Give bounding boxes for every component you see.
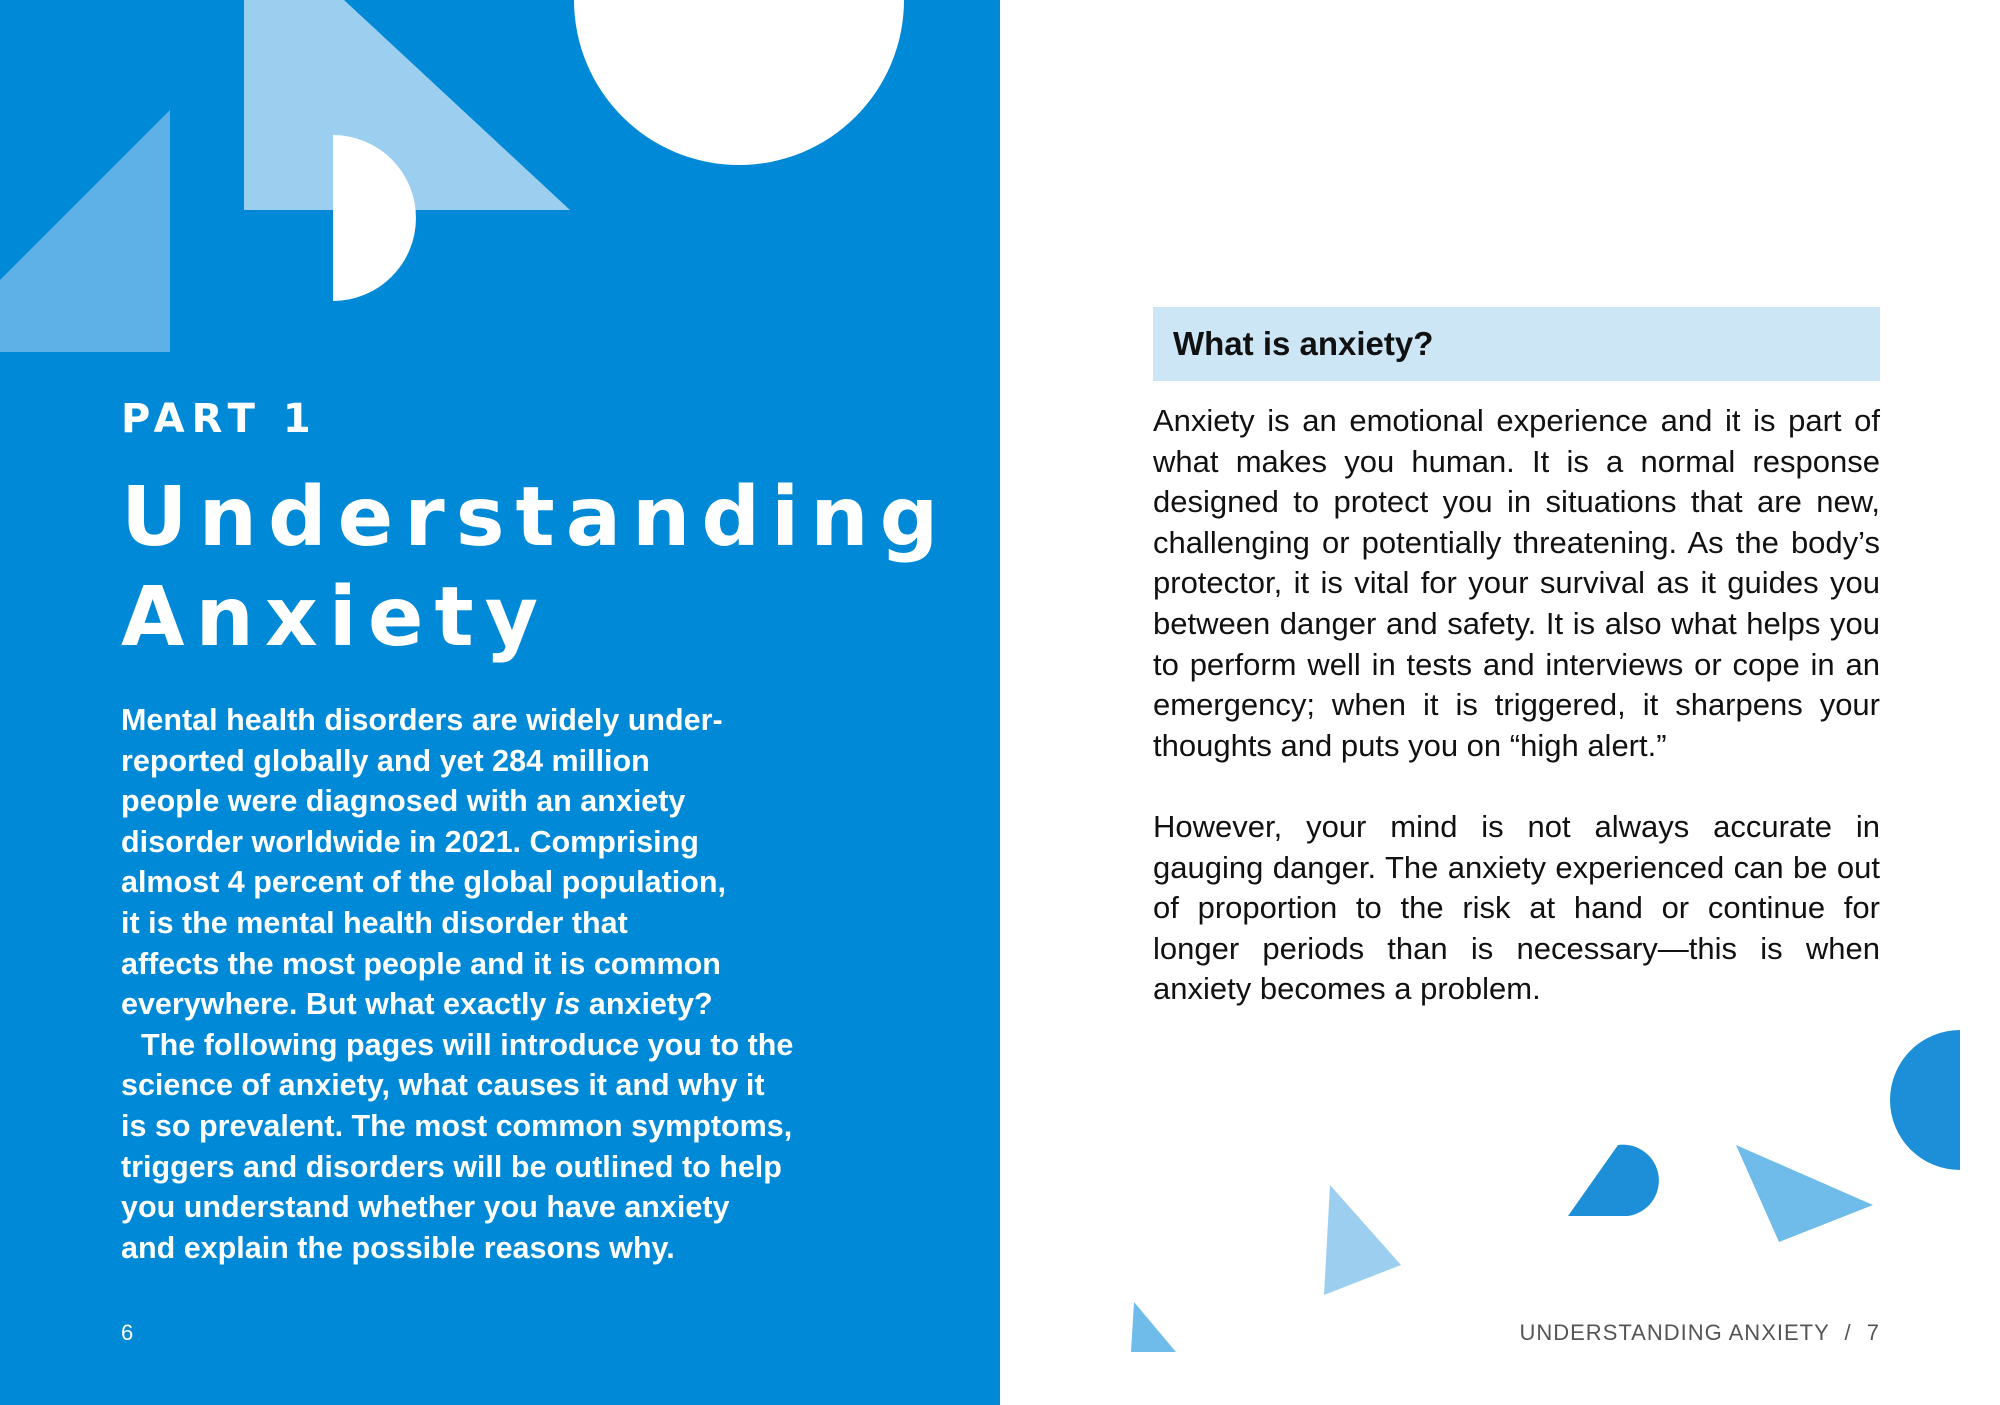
intro-text: anxiety? xyxy=(580,987,713,1022)
triangle-shape-left xyxy=(0,110,170,352)
intro-line: science of anxiety, what causes it and why it xyxy=(121,1068,765,1103)
intro-emphasis: is xyxy=(554,987,581,1022)
intro-line: The following pages will introduce you to the xyxy=(141,1027,794,1062)
page-number-right: 7 xyxy=(1866,1320,1880,1345)
intro-line: almost 4 percent of the global population, xyxy=(121,865,726,900)
section-heading-box xyxy=(1153,307,1880,381)
intro-text: everywhere. But what exactly xyxy=(121,987,555,1022)
chapter-title-line-2: Anxiety xyxy=(121,570,550,665)
intro-line: is so prevalent. The most common symptoms, xyxy=(121,1108,793,1143)
intro-line: you understand whether you have anxiety xyxy=(121,1190,730,1225)
intro-line: affects the most people and it is common xyxy=(121,946,721,981)
page-number-left: 6 xyxy=(121,1320,134,1345)
body-paragraph: However, your mind is not always accurate in gauging danger. The anxiety experienced can be out of proportion to the risk at hand or continue for longer periods than is necessary—this is when anxiety becomes a problem. xyxy=(1153,808,1880,1007)
footer-separator: / xyxy=(1844,1320,1852,1345)
part-label: PART 1 xyxy=(121,396,318,442)
triangle-shape-right xyxy=(1736,1145,1873,1242)
running-footer-title: UNDERSTANDING ANXIETY xyxy=(1519,1320,1830,1345)
intro-line: disorder worldwide in 2021. Comprising xyxy=(121,824,699,859)
half-circle-shape-edge xyxy=(1890,1030,1960,1170)
chapter-title-line-1: Understanding xyxy=(121,470,950,565)
decorative-shapes-top-left xyxy=(0,0,1000,360)
circle-shape-top xyxy=(574,0,904,165)
body-text xyxy=(1153,401,1880,1051)
running-footer xyxy=(1519,1320,1880,1346)
intro-line-question xyxy=(121,984,861,1025)
intro-line: Mental health disorders are widely under- xyxy=(121,703,723,737)
triangle-shape-middle xyxy=(1324,1185,1401,1295)
intro-line: reported globally and yet 284 million xyxy=(121,743,650,778)
quarter-circle-shape xyxy=(1568,1145,1659,1216)
section-heading: What is anxiety? xyxy=(1173,325,1434,362)
triangle-shape-small xyxy=(1131,1302,1176,1352)
chapter-title xyxy=(121,468,949,668)
intro-paragraph xyxy=(121,700,861,1268)
intro-line: triggers and disorders will be outlined to help xyxy=(121,1149,782,1184)
body-paragraph: Anxiety is an emotional experience and it is part of what makes you human. It is a normal response designed to protect you in situations that are new, challenging or potentially threatening. As the body’s protector, it is vital for your survival as it guides you between danger and safety. It is also what helps you to perform well in tests and interviews or cope in an emergency; when it is triggered, it sharpens your thoughts and puts you on “high alert.” xyxy=(1153,403,1880,763)
intro-line: people were diagnosed with an anxiety xyxy=(121,784,686,819)
intro-line: and explain the possible reasons why. xyxy=(121,1230,675,1265)
right-page xyxy=(1000,0,2000,1405)
triangle-shape-large xyxy=(244,0,570,210)
intro-line: it is the mental health disorder that xyxy=(121,905,628,940)
